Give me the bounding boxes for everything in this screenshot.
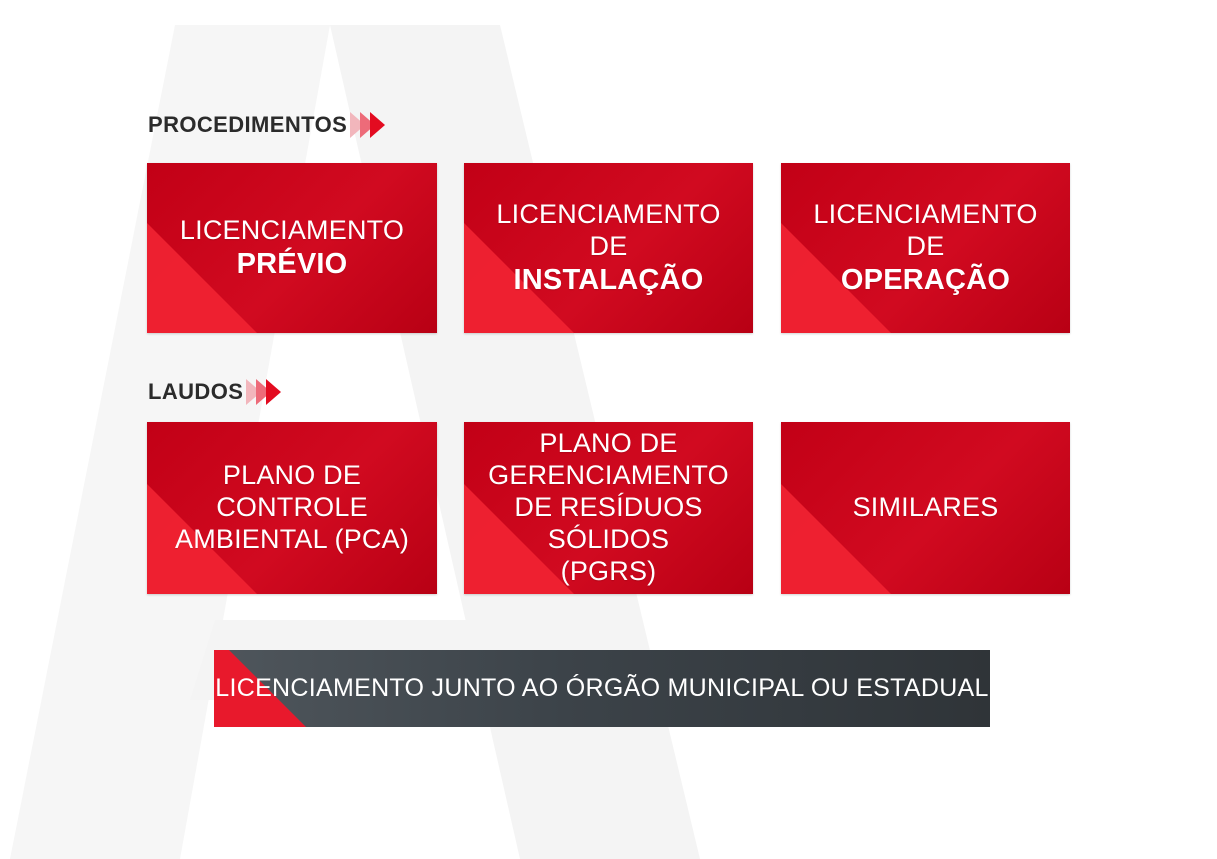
- banner-label: LICENCIAMENTO JUNTO AO ÓRGÃO MUNICIPAL OU ESTADUAL: [215, 674, 989, 702]
- card-line-2: AMBIENTAL (PCA): [174, 523, 410, 554]
- section-title-procedimentos: PROCEDIMENTOS: [148, 112, 348, 137]
- chevron-right-icon: [266, 379, 281, 405]
- card-line-1: LICENCIAMENTO DE: [496, 199, 721, 261]
- card-line-1: LICENCIAMENTO DE: [813, 199, 1038, 261]
- card-plano-controle-ambiental[interactable]: [147, 422, 437, 594]
- card-label: [464, 199, 753, 297]
- card-label: [464, 428, 753, 587]
- chevron-right-icon: [370, 112, 385, 138]
- card-line-1: PLANO DE GERENCIAMENTO: [488, 428, 729, 491]
- card-similares[interactable]: [781, 422, 1070, 594]
- card-line-2: OPERAÇÃO: [840, 263, 1011, 296]
- card-line-2: INSTALAÇÃO: [513, 263, 704, 296]
- section-header-laudos: [148, 377, 281, 407]
- chevron-group-laudos: [251, 379, 281, 405]
- section-header-procedimentos: [148, 110, 385, 140]
- card-line-2: PRÉVIO: [236, 247, 348, 280]
- footer-banner[interactable]: [214, 650, 990, 727]
- card-line-1: PLANO DE CONTROLE: [216, 460, 368, 523]
- card-line-1: LICENCIAMENTO: [179, 214, 405, 245]
- card-licenciamento-operacao[interactable]: [781, 163, 1070, 333]
- card-line-2: DE RESÍDUOS SÓLIDOS: [514, 492, 703, 554]
- card-label: [839, 492, 1013, 524]
- card-line-1: SIMILARES: [852, 492, 999, 523]
- card-licenciamento-previo[interactable]: [147, 163, 437, 333]
- card-label: [166, 215, 418, 281]
- card-pgrs[interactable]: [464, 422, 753, 594]
- section-title-laudos: LAUDOS: [148, 379, 244, 404]
- card-label: [781, 199, 1070, 297]
- card-line-3: (PGRS): [560, 555, 657, 586]
- chevron-group-procedimentos: [355, 112, 385, 138]
- card-label: [147, 460, 437, 556]
- card-licenciamento-instalacao[interactable]: [464, 163, 753, 333]
